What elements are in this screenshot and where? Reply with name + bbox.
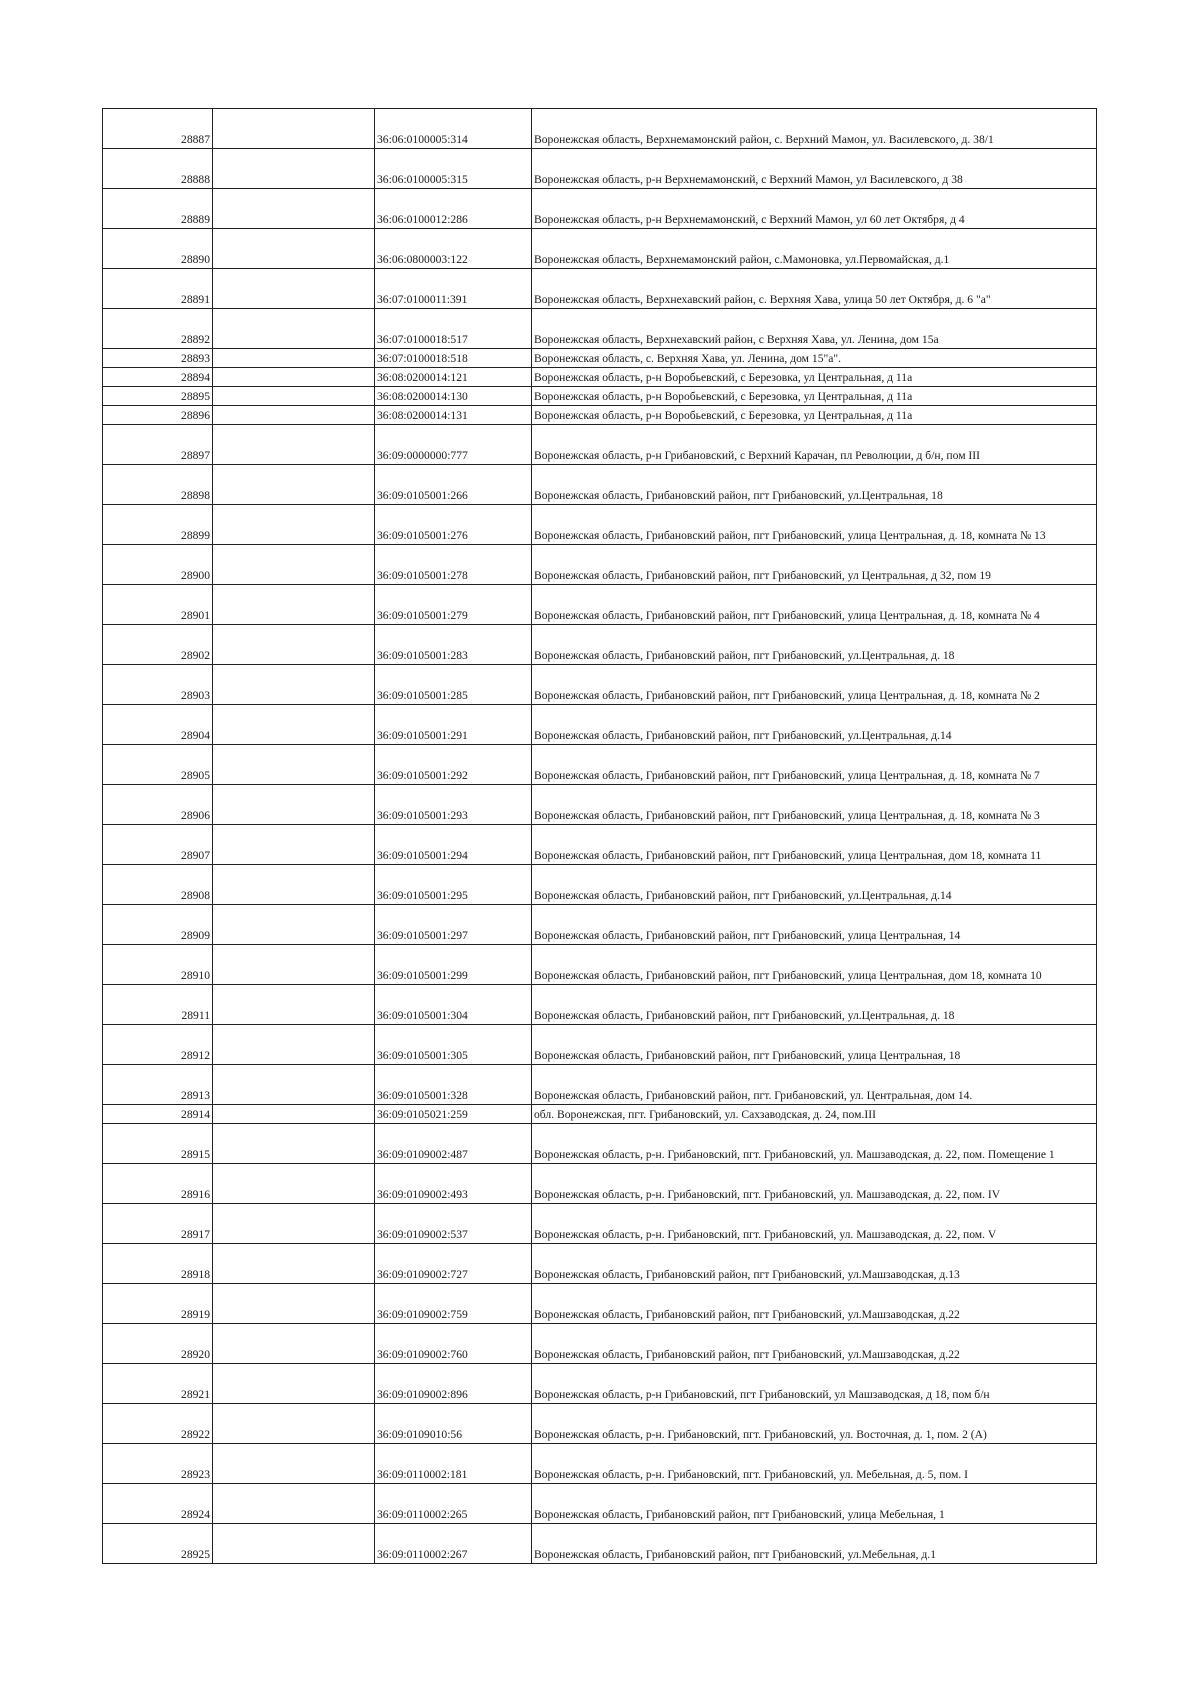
cadastral-number-cell: 36:08:0200014:130	[375, 387, 532, 406]
cadastral-number-cell: 36:09:0109002:537	[375, 1204, 532, 1244]
empty-cell	[213, 229, 375, 269]
row-number-cell: 28912	[103, 1025, 213, 1065]
row-number-cell: 28906	[103, 785, 213, 825]
table-row	[103, 505, 1097, 545]
table-row	[103, 1364, 1097, 1404]
table-row	[103, 745, 1097, 785]
row-number-cell: 28918	[103, 1244, 213, 1284]
address-cell: Воронежская область, Грибановский район, пгт Грибановский, ул.Центральная, д. 18	[532, 625, 1097, 665]
table-row	[103, 1124, 1097, 1164]
address-cell: Воронежская область, р-н Воробьевский, с Березовка, ул Центральная, д 11а	[532, 387, 1097, 406]
address-cell: Воронежская область, Грибановский район, пгт Грибановский, улица Центральная, д. 18, комната № 2	[532, 665, 1097, 705]
table-row	[103, 825, 1097, 865]
address-cell: Воронежская область, р-н Верхнемамонский, с Верхний Мамон, ул 60 лет Октября, д 4	[532, 189, 1097, 229]
address-cell: Воронежская область, Грибановский район, пгт Грибановский, улица Мебельная, 1	[532, 1484, 1097, 1524]
row-number-cell: 28922	[103, 1404, 213, 1444]
cadastral-number-cell: 36:09:0105001:292	[375, 745, 532, 785]
row-number-cell: 28924	[103, 1484, 213, 1524]
address-cell: Воронежская область, с. Верхняя Хава, ул. Ленина, дом 15"а".	[532, 349, 1097, 368]
registry-table	[102, 108, 1097, 1564]
empty-cell	[213, 1524, 375, 1564]
empty-cell	[213, 665, 375, 705]
table-row	[103, 945, 1097, 985]
row-number-cell: 28897	[103, 425, 213, 465]
cadastral-number-cell: 36:09:0105001:299	[375, 945, 532, 985]
table-row	[103, 1204, 1097, 1244]
row-number-cell: 28915	[103, 1124, 213, 1164]
address-cell: Воронежская область, Верхнемамонский район, с.Мамоновка, ул.Первомайская, д.1	[532, 229, 1097, 269]
cadastral-number-cell: 36:07:0100011:391	[375, 269, 532, 309]
cadastral-number-cell: 36:09:0105001:278	[375, 545, 532, 585]
empty-cell	[213, 387, 375, 406]
address-cell: Воронежская область, р-н Грибановский, пгт Грибановский, ул Машзаводская, д 18, пом б/н	[532, 1364, 1097, 1404]
cadastral-number-cell: 36:06:0100005:314	[375, 109, 532, 149]
table-row	[103, 189, 1097, 229]
table-row	[103, 465, 1097, 505]
row-number-cell: 28908	[103, 865, 213, 905]
row-number-cell: 28907	[103, 825, 213, 865]
empty-cell	[213, 309, 375, 349]
row-number-cell: 28905	[103, 745, 213, 785]
table-row	[103, 1244, 1097, 1284]
row-number-cell: 28893	[103, 349, 213, 368]
address-cell: Воронежская область, р-н Воробьевский, с Березовка, ул Центральная, д 11а	[532, 368, 1097, 387]
table-row	[103, 269, 1097, 309]
address-cell: Воронежская область, Верхнехавский район, с Верхняя Хава, ул. Ленина, дом 15а	[532, 309, 1097, 349]
empty-cell	[213, 745, 375, 785]
cadastral-number-cell: 36:09:0105001:293	[375, 785, 532, 825]
address-cell: Воронежская область, Грибановский район, пгт Грибановский, улица Центральная, 14	[532, 905, 1097, 945]
empty-cell	[213, 905, 375, 945]
empty-cell	[213, 785, 375, 825]
empty-cell	[213, 545, 375, 585]
row-number-cell: 28919	[103, 1284, 213, 1324]
table-row	[103, 1065, 1097, 1105]
cadastral-number-cell: 36:09:0105001:283	[375, 625, 532, 665]
row-number-cell: 28887	[103, 109, 213, 149]
row-number-cell: 28917	[103, 1204, 213, 1244]
row-number-cell: 28901	[103, 585, 213, 625]
empty-cell	[213, 865, 375, 905]
table-row	[103, 905, 1097, 945]
empty-cell	[213, 406, 375, 425]
empty-cell	[213, 1124, 375, 1164]
cadastral-number-cell: 36:06:0100005:315	[375, 149, 532, 189]
registry-table-body	[103, 109, 1097, 1564]
row-number-cell: 28910	[103, 945, 213, 985]
address-cell: Воронежская область, Грибановский район, пгт Грибановский, ул.Центральная, 18	[532, 465, 1097, 505]
table-row	[103, 1404, 1097, 1444]
cadastral-number-cell: 36:07:0100018:518	[375, 349, 532, 368]
empty-cell	[213, 625, 375, 665]
row-number-cell: 28891	[103, 269, 213, 309]
row-number-cell: 28892	[103, 309, 213, 349]
address-cell: Воронежская область, Грибановский район, пгт Грибановский, ул Центральная, д 32, пом 19	[532, 545, 1097, 585]
table-row	[103, 1105, 1097, 1124]
cadastral-number-cell: 36:09:0000000:777	[375, 425, 532, 465]
table-row	[103, 149, 1097, 189]
cadastral-number-cell: 36:09:0109010:56	[375, 1404, 532, 1444]
cadastral-number-cell: 36:06:0800003:122	[375, 229, 532, 269]
address-cell: обл. Воронежская, пгт. Грибановский, ул. Сахзаводская, д. 24, пом.III	[532, 1105, 1097, 1124]
address-cell: Воронежская область, Грибановский район, пгт Грибановский, ул.Машзаводская, д.13	[532, 1244, 1097, 1284]
empty-cell	[213, 825, 375, 865]
empty-cell	[213, 705, 375, 745]
cadastral-number-cell: 36:08:0200014:131	[375, 406, 532, 425]
cadastral-number-cell: 36:09:0110002:267	[375, 1524, 532, 1564]
cadastral-number-cell: 36:09:0105021:259	[375, 1105, 532, 1124]
address-cell: Воронежская область, р-н. Грибановский, пгт. Грибановский, ул. Машзаводская, д. 22, пом. Помещение 1	[532, 1124, 1097, 1164]
address-cell: Воронежская область, Грибановский район, пгт. Грибановский, ул. Центральная, дом 14.	[532, 1065, 1097, 1105]
address-cell: Воронежская область, р-н Верхнемамонский, с Верхний Мамон, ул Василевского, д 38	[532, 149, 1097, 189]
table-row	[103, 625, 1097, 665]
cadastral-number-cell: 36:09:0105001:305	[375, 1025, 532, 1065]
empty-cell	[213, 425, 375, 465]
address-cell: Воронежская область, р-н. Грибановский, пгт. Грибановский, ул. Мебельная, д. 5, пом. I	[532, 1444, 1097, 1484]
table-row	[103, 109, 1097, 149]
empty-cell	[213, 109, 375, 149]
cadastral-number-cell: 36:09:0105001:328	[375, 1065, 532, 1105]
cadastral-number-cell: 36:09:0105001:285	[375, 665, 532, 705]
row-number-cell: 28888	[103, 149, 213, 189]
cadastral-number-cell: 36:09:0105001:294	[375, 825, 532, 865]
address-cell: Воронежская область, р-н. Грибановский, пгт. Грибановский, ул. Машзаводская, д. 22, пом. V	[532, 1204, 1097, 1244]
row-number-cell: 28889	[103, 189, 213, 229]
row-number-cell: 28904	[103, 705, 213, 745]
empty-cell	[213, 1284, 375, 1324]
empty-cell	[213, 1065, 375, 1105]
address-cell: Воронежская область, Грибановский район, пгт Грибановский, ул.Центральная, д.14	[532, 705, 1097, 745]
row-number-cell: 28916	[103, 1164, 213, 1204]
row-number-cell: 28913	[103, 1065, 213, 1105]
address-cell: Воронежская область, Грибановский район, пгт Грибановский, улица Центральная, д. 18, комната № 4	[532, 585, 1097, 625]
table-row	[103, 1484, 1097, 1524]
address-cell: Воронежская область, Грибановский район, пгт Грибановский, ул.Машзаводская, д.22	[532, 1324, 1097, 1364]
cadastral-number-cell: 36:06:0100012:286	[375, 189, 532, 229]
cadastral-number-cell: 36:09:0109002:760	[375, 1324, 532, 1364]
row-number-cell: 28898	[103, 465, 213, 505]
empty-cell	[213, 1164, 375, 1204]
empty-cell	[213, 1244, 375, 1284]
table-row	[103, 705, 1097, 745]
empty-cell	[213, 945, 375, 985]
cadastral-number-cell: 36:09:0110002:181	[375, 1444, 532, 1484]
address-cell: Воронежская область, р-н. Грибановский, пгт. Грибановский, ул. Восточная, д. 1, пом. 2 (А)	[532, 1404, 1097, 1444]
empty-cell	[213, 1025, 375, 1065]
address-cell: Воронежская область, Грибановский район, пгт Грибановский, ул.Мебельная, д.1	[532, 1524, 1097, 1564]
address-cell: Воронежская область, Грибановский район, пгт Грибановский, ул.Машзаводская, д.22	[532, 1284, 1097, 1324]
address-cell: Воронежская область, Грибановский район, пгт Грибановский, улица Центральная, 18	[532, 1025, 1097, 1065]
row-number-cell: 28890	[103, 229, 213, 269]
table-row	[103, 585, 1097, 625]
empty-cell	[213, 1404, 375, 1444]
empty-cell	[213, 269, 375, 309]
cadastral-number-cell: 36:09:0105001:297	[375, 905, 532, 945]
address-cell: Воронежская область, Грибановский район, пгт Грибановский, ул.Центральная, д. 18	[532, 985, 1097, 1025]
empty-cell	[213, 985, 375, 1025]
empty-cell	[213, 1444, 375, 1484]
table-row	[103, 1524, 1097, 1564]
address-cell: Воронежская область, р-н Воробьевский, с Березовка, ул Центральная, д 11а	[532, 406, 1097, 425]
cadastral-number-cell: 36:09:0109002:487	[375, 1124, 532, 1164]
address-cell: Воронежская область, Верхнемамонский район, с. Верхний Мамон, ул. Василевского, д. 38/1	[532, 109, 1097, 149]
cadastral-number-cell: 36:09:0109002:493	[375, 1164, 532, 1204]
row-number-cell: 28923	[103, 1444, 213, 1484]
empty-cell	[213, 1484, 375, 1524]
table-row	[103, 406, 1097, 425]
empty-cell	[213, 349, 375, 368]
row-number-cell: 28914	[103, 1105, 213, 1124]
empty-cell	[213, 505, 375, 545]
empty-cell	[213, 368, 375, 387]
address-cell: Воронежская область, Грибановский район, пгт Грибановский, ул.Центральная, д.14	[532, 865, 1097, 905]
row-number-cell: 28921	[103, 1364, 213, 1404]
table-row	[103, 1324, 1097, 1364]
cadastral-number-cell: 36:09:0105001:266	[375, 465, 532, 505]
table-row	[103, 1284, 1097, 1324]
row-number-cell: 28900	[103, 545, 213, 585]
row-number-cell: 28894	[103, 368, 213, 387]
cadastral-number-cell: 36:09:0105001:304	[375, 985, 532, 1025]
cadastral-number-cell: 36:09:0109002:896	[375, 1364, 532, 1404]
empty-cell	[213, 465, 375, 505]
cadastral-number-cell: 36:09:0105001:291	[375, 705, 532, 745]
cadastral-number-cell: 36:08:0200014:121	[375, 368, 532, 387]
address-cell: Воронежская область, р-н. Грибановский, пгт. Грибановский, ул. Машзаводская, д. 22, пом. IV	[532, 1164, 1097, 1204]
address-cell: Воронежская область, Грибановский район, пгт Грибановский, улица Центральная, д. 18, комната № 13	[532, 505, 1097, 545]
table-row	[103, 785, 1097, 825]
table-row	[103, 387, 1097, 406]
row-number-cell: 28903	[103, 665, 213, 705]
empty-cell	[213, 1364, 375, 1404]
cadastral-number-cell: 36:09:0109002:759	[375, 1284, 532, 1324]
row-number-cell: 28911	[103, 985, 213, 1025]
table-row	[103, 1025, 1097, 1065]
cadastral-number-cell: 36:09:0110002:265	[375, 1484, 532, 1524]
table-row	[103, 665, 1097, 705]
cadastral-number-cell: 36:09:0109002:727	[375, 1244, 532, 1284]
empty-cell	[213, 149, 375, 189]
row-number-cell: 28920	[103, 1324, 213, 1364]
cadastral-number-cell: 36:09:0105001:279	[375, 585, 532, 625]
cadastral-number-cell: 36:07:0100018:517	[375, 309, 532, 349]
address-cell: Воронежская область, Грибановский район, пгт Грибановский, улица Центральная, дом 18, комната 11	[532, 825, 1097, 865]
row-number-cell: 28909	[103, 905, 213, 945]
address-cell: Воронежская область, Грибановский район, пгт Грибановский, улица Центральная, дом 18, комната 10	[532, 945, 1097, 985]
table-row	[103, 985, 1097, 1025]
table-row	[103, 309, 1097, 349]
cadastral-number-cell: 36:09:0105001:276	[375, 505, 532, 545]
table-row	[103, 368, 1097, 387]
row-number-cell: 28899	[103, 505, 213, 545]
address-cell: Воронежская область, Грибановский район, пгт Грибановский, улица Центральная, д. 18, комната № 3	[532, 785, 1097, 825]
empty-cell	[213, 1105, 375, 1124]
empty-cell	[213, 189, 375, 229]
table-row	[103, 545, 1097, 585]
empty-cell	[213, 585, 375, 625]
table-row	[103, 1444, 1097, 1484]
table-row	[103, 349, 1097, 368]
address-cell: Воронежская область, Грибановский район, пгт Грибановский, улица Центральная, д. 18, комната № 7	[532, 745, 1097, 785]
empty-cell	[213, 1204, 375, 1244]
row-number-cell: 28902	[103, 625, 213, 665]
address-cell: Воронежская область, Верхнехавский район, с. Верхняя Хава, улица 50 лет Октября, д. 6 "а"	[532, 269, 1097, 309]
row-number-cell: 28925	[103, 1524, 213, 1564]
row-number-cell: 28896	[103, 406, 213, 425]
table-row	[103, 229, 1097, 269]
address-cell: Воронежская область, р-н Грибановский, с Верхний Карачан, пл Революции, д б/н, пом III	[532, 425, 1097, 465]
table-row	[103, 1164, 1097, 1204]
table-row	[103, 865, 1097, 905]
empty-cell	[213, 1324, 375, 1364]
cadastral-number-cell: 36:09:0105001:295	[375, 865, 532, 905]
table-row	[103, 425, 1097, 465]
row-number-cell: 28895	[103, 387, 213, 406]
